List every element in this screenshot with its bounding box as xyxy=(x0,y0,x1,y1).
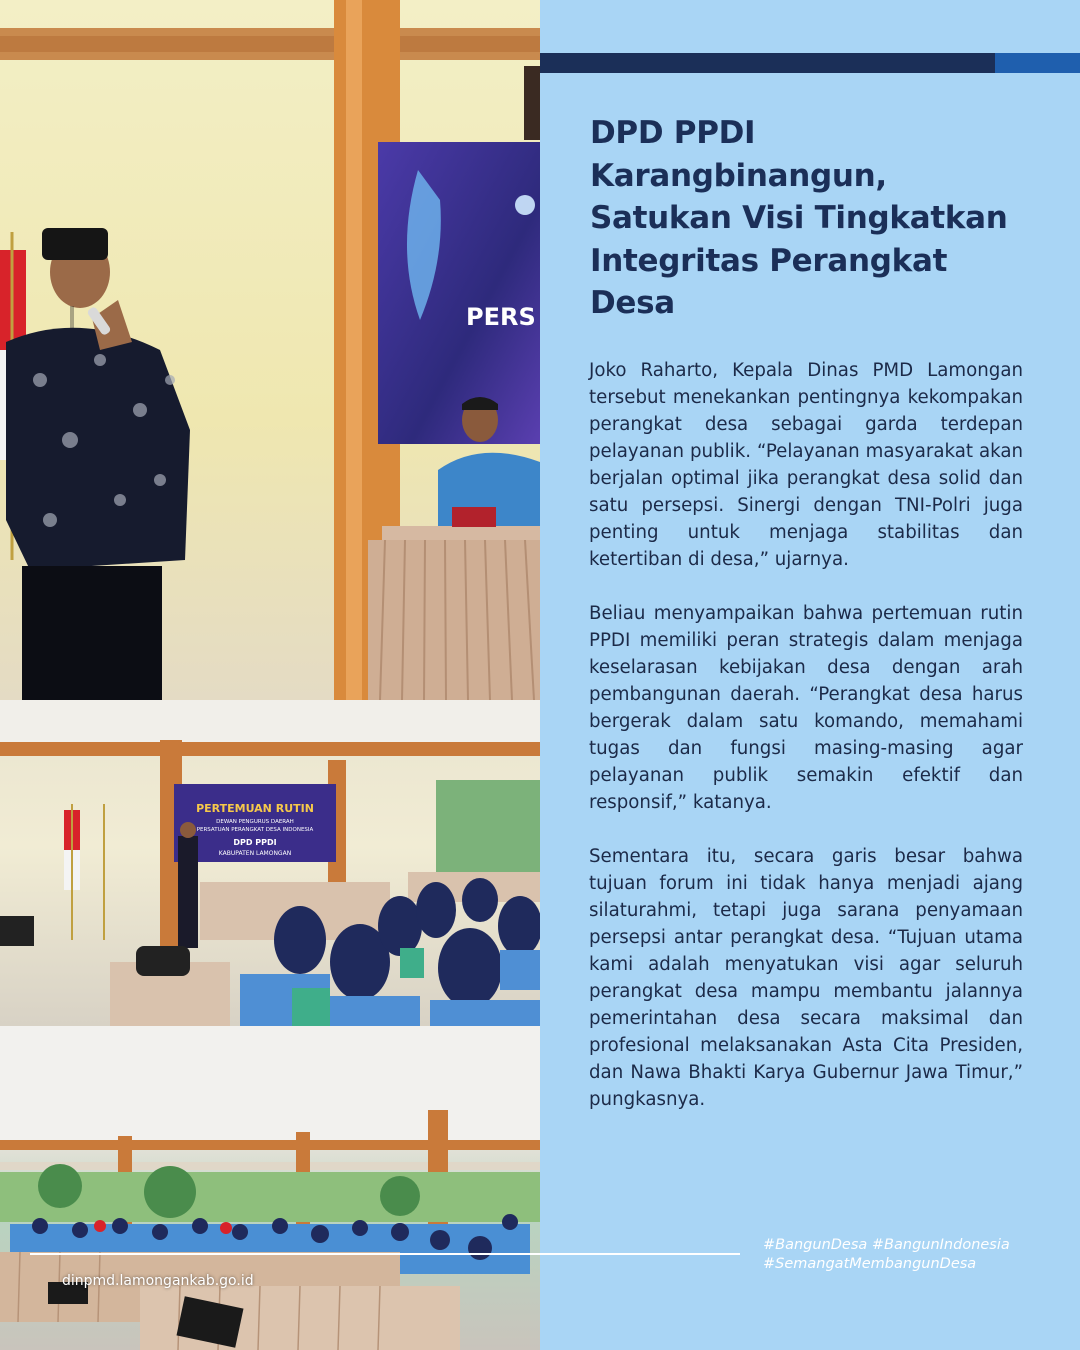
banner-line3: PERSATUAN PERANGKAT DESA INDONESIA xyxy=(196,827,314,833)
banner-top-text: PERS xyxy=(466,303,536,331)
article-panel xyxy=(540,0,1080,1350)
hashtag-line-1: #BangunDesa #BangunIndonesia xyxy=(763,1237,1010,1253)
hashtags xyxy=(763,1236,1063,1274)
banner-line4: DPD PPDI xyxy=(233,838,277,847)
audience-scene xyxy=(0,1026,540,1350)
article-title: DPD PPDI Karangbinangun, Satukan Visi Tingkatkan Integritas Perangkat Desa xyxy=(590,115,1008,321)
hashtag-line-2: #SemangatMembangunDesa xyxy=(763,1256,977,1272)
banner-line1: PERTEMUAN RUTIN xyxy=(196,802,314,815)
article-body xyxy=(589,357,1023,1140)
speaker-scene xyxy=(0,0,540,700)
website-url[interactable]: dinpmd.lamongankab.go.id xyxy=(62,1273,254,1289)
paragraph-1: Joko Raharto, Kepala Dinas PMD Lamongan tersebut menekankan pentingnya kekompakan perangkat desa sebagai garda terdepan pelayanan publik. “Pelayanan masyarakat akan berjalan optimal jika perangkat desa solid dan satu persepsi. Sinergi dengan TNI-Polri juga penting untuk menjaga stabilitas dan ketertiban di desa,” ujarnya. xyxy=(589,360,1023,570)
banner-line5: KABUPATEN LAMONGAN xyxy=(218,850,292,857)
header-accent-bar xyxy=(540,53,995,73)
photo-meeting-hall xyxy=(0,700,540,1026)
header-accent-bar-blue xyxy=(995,53,1080,73)
paragraph-3: Sementara itu, secara garis besar bahwa tujuan forum ini tidak hanya menjadi ajang silaturahmi, tetapi juga sarana penyamaan persepsi antar perangkat desa. “Tujuan utama kami adalah menyatukan visi agar seluruh perangkat desa mampu membantu jalannya pemerintahan desa secara maksimal dan profesional melaksanakan Asta Cita Presiden, dan Nawa Bhakti Karya Gubernur Jawa Timur,” pungkasnya. xyxy=(589,846,1023,1110)
banner-line2: DEWAN PENGURUS DAERAH xyxy=(216,819,294,825)
meeting-hall-scene xyxy=(0,700,540,1026)
paragraph-2: Beliau menyampaikan bahwa pertemuan rutin PPDI memiliki peran strategis dalam menjaga keselarasan kebijakan desa dengan arah pembangunan daerah. “Perangkat desa harus bergerak dalam satu komando, memahami tugas dan fungsi masing-masing agar pelayanan publik semakin efektif dan responsif,” katanya. xyxy=(589,603,1023,813)
footer-divider xyxy=(30,1253,740,1255)
photo-audience xyxy=(0,1026,540,1350)
photo-speaker xyxy=(0,0,540,700)
